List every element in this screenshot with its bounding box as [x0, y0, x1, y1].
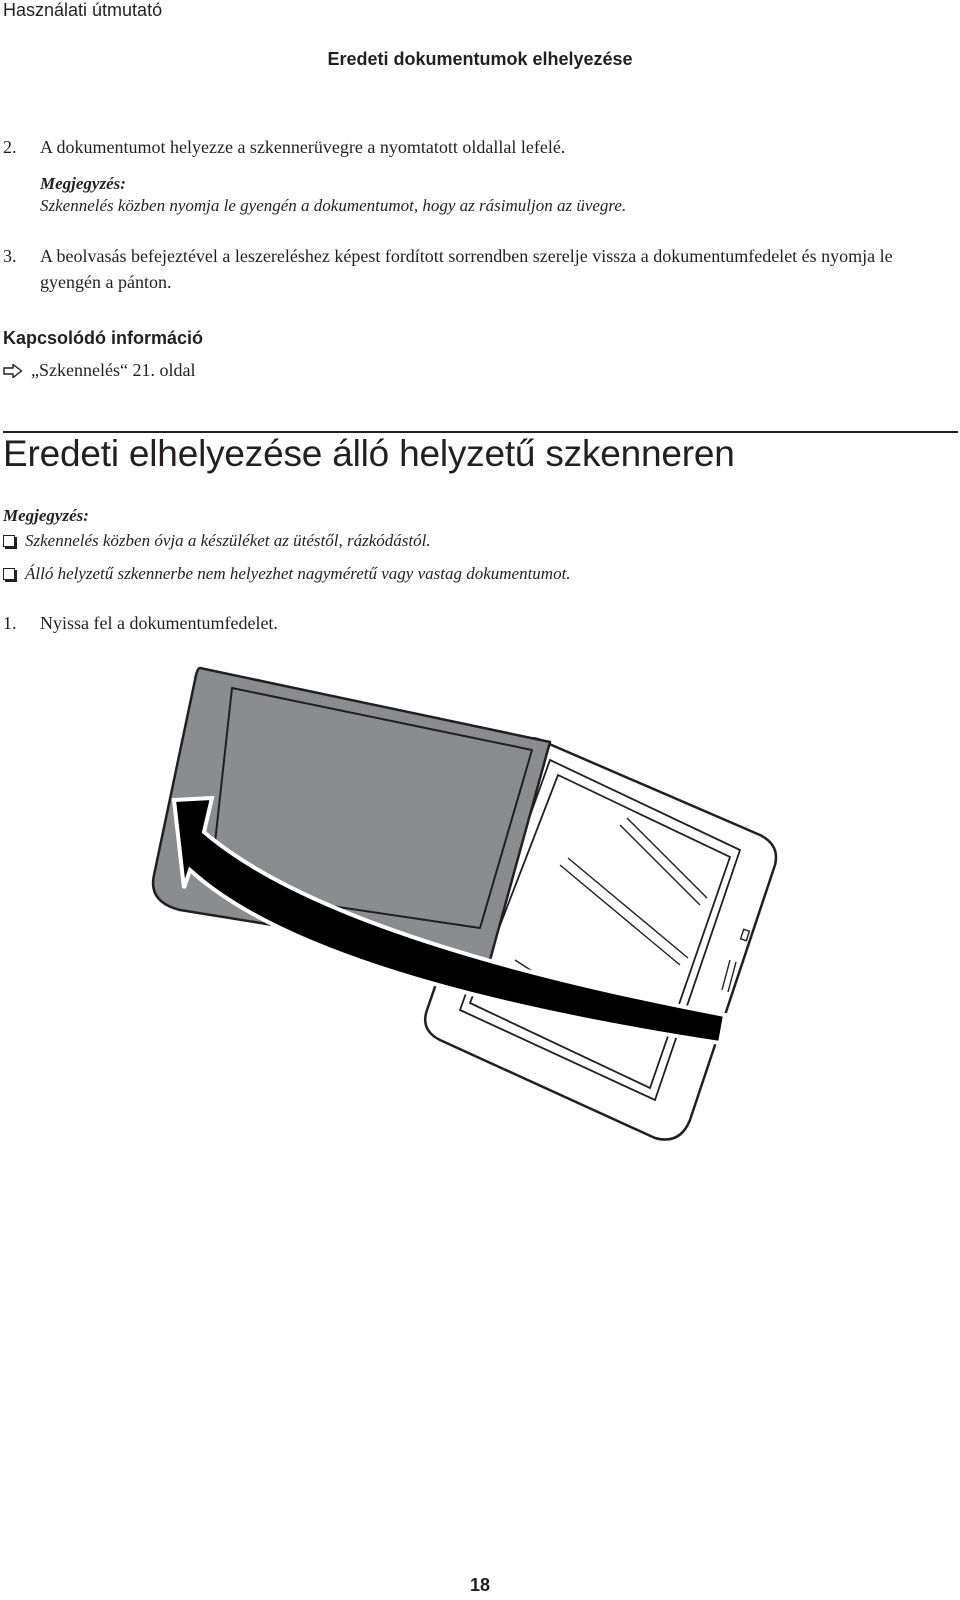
step-text: A beolvasás befejeztével a leszereléshez képest fordított sorrendben szerelje vissza a dokumentumfedelet és nyomja le gyengén a pánton.: [40, 246, 893, 292]
bullet-item: [3, 531, 431, 551]
related-info-heading: Kapcsolódó információ: [3, 328, 204, 348]
step-1: [3, 610, 933, 638]
step-number: 2.: [3, 137, 17, 157]
step-3: [3, 243, 933, 299]
step-number: 1.: [3, 613, 17, 633]
right-arrow-icon: [3, 364, 23, 378]
step-2: [3, 134, 933, 162]
bullet-text: Álló helyzetű szkennerbe nem helyezhet nagyméretű vagy vastag dokumentumot.: [25, 564, 571, 583]
step-text: A dokumentumot helyezze a szkennerüvegre a nyomtatott oldallal lefelé.: [40, 137, 566, 157]
related-link-text[interactable]: „Szkennelés“ 21. oldal: [31, 360, 196, 380]
bullet-text: Szkennelés közben óvja a készüléket az ütéstől, rázkódástól.: [25, 531, 431, 550]
section-heading: Eredeti elhelyezése álló helyzetű szkenneren: [3, 433, 735, 474]
checkbox-bullet-icon: [3, 568, 15, 580]
step-text: Nyissa fel a dokumentumfedelet.: [40, 613, 278, 633]
note-text: Szkennelés közben nyomja le gyengén a dokumentumot, hogy az rásimuljon az üvegre.: [40, 196, 627, 215]
checkbox-bullet-icon: [3, 535, 15, 547]
note-label: Megjegyzés:: [3, 506, 89, 525]
section-title: Eredeti dokumentumok elhelyezése: [327, 49, 633, 69]
bullet-item: [3, 564, 571, 584]
note-label: Megjegyzés:: [40, 174, 126, 193]
scanner-lid-illustration: [140, 660, 800, 1160]
page-number: 18: [469, 1575, 491, 1595]
step-number: 3.: [3, 246, 17, 266]
related-link[interactable]: [3, 360, 195, 381]
document-title: Használati útmutató: [3, 0, 163, 20]
